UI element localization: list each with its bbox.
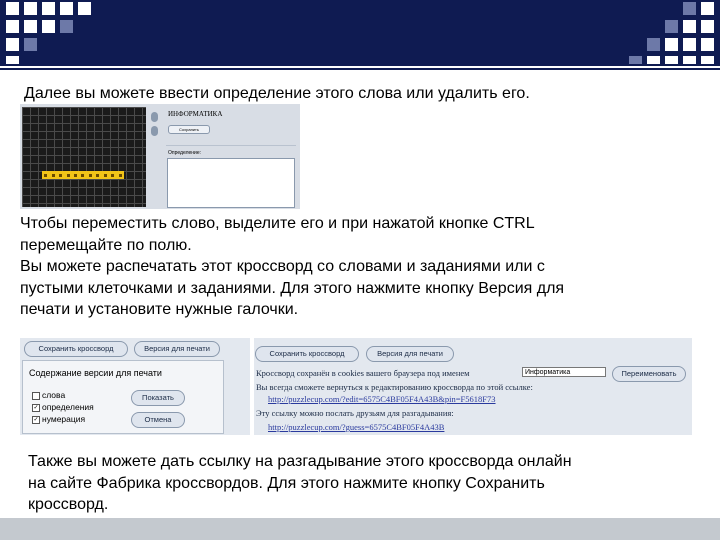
decor-square — [647, 56, 660, 64]
decor-square — [24, 38, 37, 51]
option-label: определения — [42, 402, 94, 412]
paragraph-share-1: Также вы можете дать ссылку на разгадывание этого кроссворда онлайн — [28, 453, 572, 470]
definition-label: Определение: — [168, 150, 202, 156]
rename-button[interactable]: Переименовать — [612, 366, 686, 382]
option-label: слова — [42, 390, 66, 400]
decor-square — [6, 56, 19, 64]
paragraph-move-print-1: Чтобы переместить слово, выделите его и при нажатой кнопке CTRL — [20, 215, 535, 232]
print-version-button[interactable]: Версия для печати — [134, 341, 220, 357]
decor-square — [701, 38, 714, 51]
decor-square — [701, 20, 714, 33]
option-checkbox-words[interactable] — [32, 392, 40, 400]
option-label: нумерация — [42, 414, 86, 424]
side-button[interactable] — [151, 126, 158, 136]
footer-bar — [0, 518, 720, 540]
paragraph-move-print-5: печати и установите нужные галочки. — [20, 301, 299, 318]
selected-word — [42, 171, 124, 179]
paragraph-share-3: кроссворд. — [28, 496, 109, 513]
option-checkbox-numbering[interactable]: ✓ — [33, 417, 39, 423]
divider — [166, 145, 296, 146]
word-title: ИНФОРМАТИКА — [168, 110, 223, 118]
decor-square — [647, 38, 660, 51]
decor-square — [683, 56, 696, 64]
guess-link[interactable]: http://puzzlecup.com/?guess=6575C4BF05F4A43B — [268, 422, 445, 432]
decor-square — [683, 20, 696, 33]
decor-square — [629, 56, 642, 64]
decor-square — [665, 20, 678, 33]
decor-square — [42, 2, 55, 15]
decor-square — [701, 56, 714, 64]
paragraph-move-print-2: перемещайте по полю. — [20, 236, 192, 254]
crossword-grid — [22, 107, 146, 207]
decor-square — [683, 38, 696, 51]
paragraph-share-2: на сайте Фабрика кроссвордов. Для этого нажмите кнопку Сохранить — [28, 474, 545, 492]
decor-square — [6, 2, 19, 15]
print-options-title: Содержание версии для печати — [29, 368, 162, 378]
decor-square — [665, 38, 678, 51]
saved-message: Кроссворд сохранён в cookies вашего браузера под именем — [256, 368, 470, 378]
cancel-button[interactable]: Отмена — [131, 412, 185, 428]
option-checkbox-definitions[interactable]: ✓ — [33, 405, 39, 411]
definition-textarea[interactable] — [167, 158, 295, 208]
save-crossword-button[interactable]: Сохранить кроссворд — [255, 346, 359, 362]
decor-square — [60, 20, 73, 33]
decor-square — [78, 2, 91, 15]
save-crossword-button[interactable]: Сохранить кроссворд — [24, 341, 128, 357]
share-message: Эту ссылку можно послать друзьям для разгадывания: — [256, 408, 454, 418]
print-version-button[interactable]: Версия для печати — [366, 346, 454, 362]
crossword-name-input[interactable]: Информатика — [522, 367, 606, 377]
title-banner — [0, 0, 720, 66]
decor-square — [24, 20, 37, 33]
paragraph-move-print-4: пустыми клеточками и заданиями. Для этого нажмите кнопку Версия для — [20, 279, 565, 297]
edit-link[interactable]: http://puzzlecup.com/?edit=6575C4BF05F4A43B&pin=F5618F73 — [268, 394, 496, 404]
decor-square — [6, 20, 19, 33]
paragraph-move-print-3: Вы можете распечатать этот кроссворд со словами и заданиями или с — [20, 258, 545, 275]
show-button[interactable]: Показать — [131, 390, 185, 406]
banner-rule — [0, 68, 720, 70]
paragraph-definition: Далее вы можете ввести определение этого слова или удалить его. — [24, 85, 530, 102]
return-message: Вы всегда сможете вернуться к редактированию кроссворда по этой ссылке: — [256, 382, 533, 392]
decor-square — [42, 20, 55, 33]
small-button[interactable]: Сохранить — [168, 125, 210, 134]
side-button[interactable] — [151, 112, 158, 122]
decor-square — [683, 2, 696, 15]
decor-square — [701, 2, 714, 15]
decor-square — [665, 56, 678, 64]
decor-square — [24, 2, 37, 15]
decor-square — [6, 38, 19, 51]
decor-square — [60, 2, 73, 15]
